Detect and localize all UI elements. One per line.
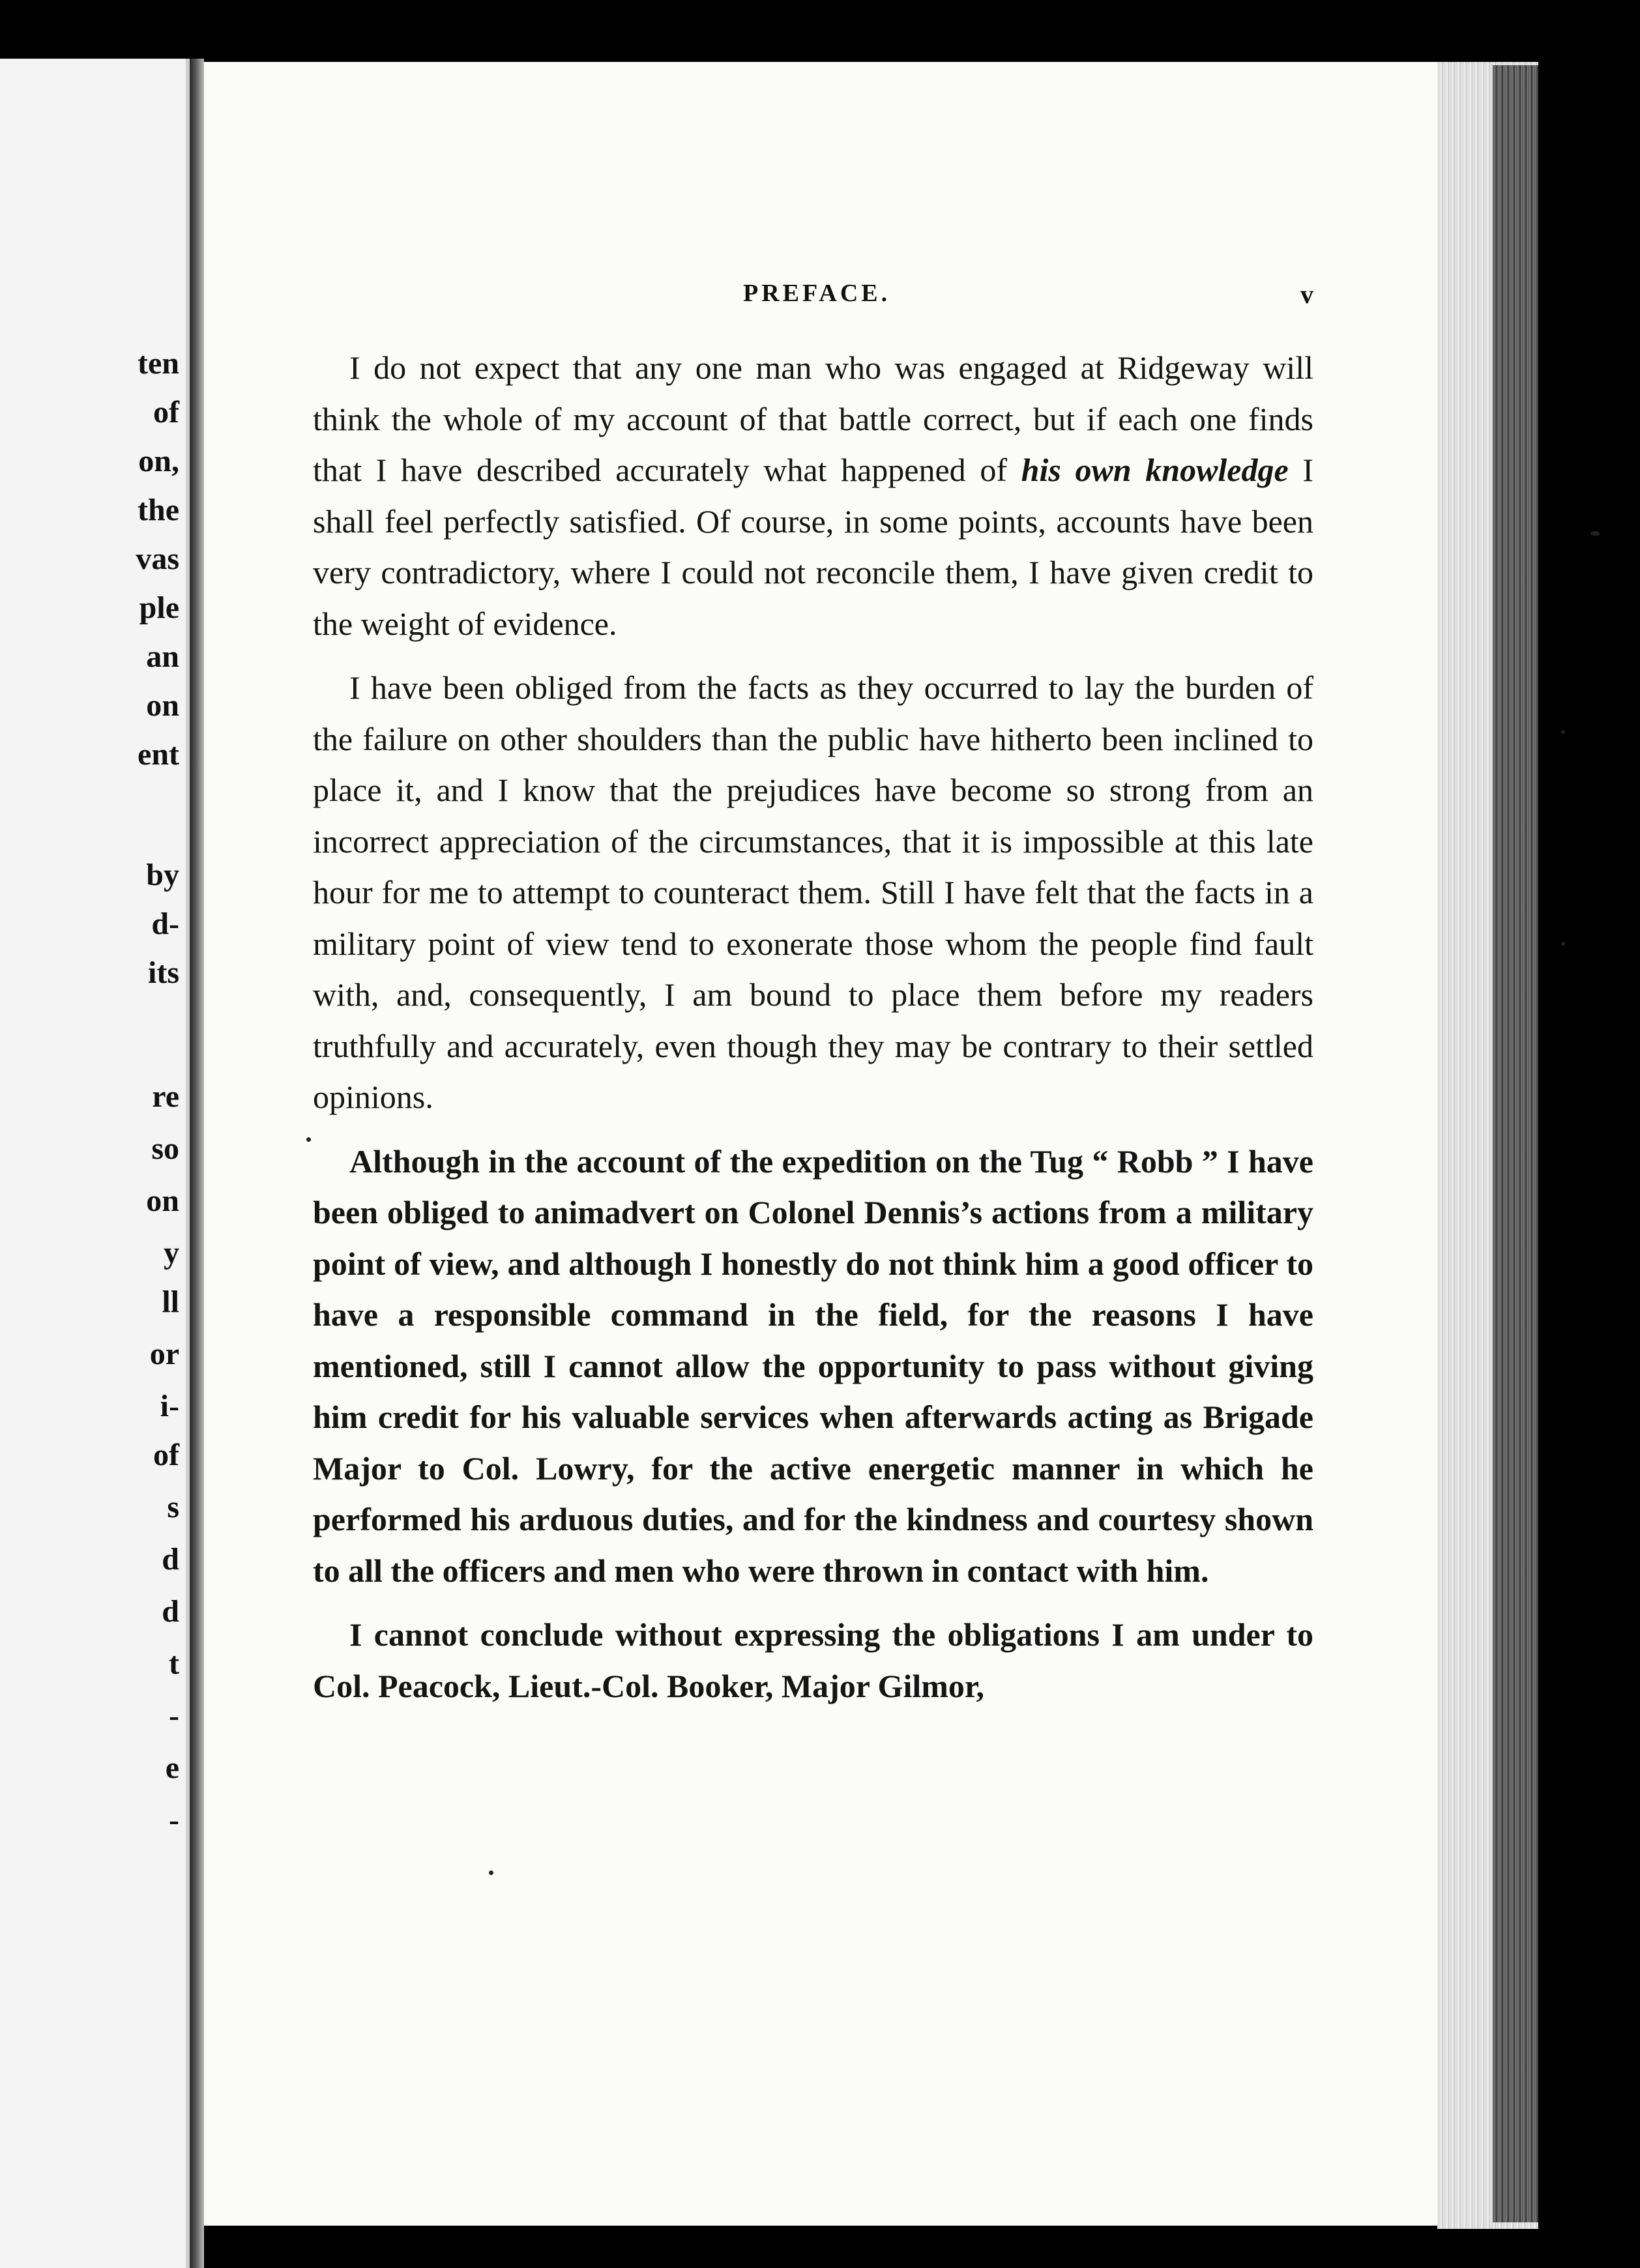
left-fragment: an — [146, 639, 179, 674]
left-fragment: so — [151, 1131, 179, 1166]
left-fragment: re — [152, 1079, 179, 1114]
page-edges-shadow — [1493, 65, 1538, 2222]
left-fragment: d — [162, 1542, 179, 1577]
left-fragment: the — [138, 493, 179, 527]
left-fragment: ent — [138, 737, 179, 772]
paragraph-1-text-b: I shall feel perfectly satisfied. Of course, in some points, accounts have been very contradictory, where I could not reconcile them, I have given credit to the weight of evidence. — [313, 452, 1314, 642]
left-fragment: of — [153, 1438, 179, 1472]
left-facing-page — [0, 59, 190, 2268]
left-fragment: i- — [160, 1389, 179, 1423]
left-fragment: vas — [136, 542, 179, 576]
scan-speck — [306, 1137, 311, 1142]
scan-speck — [1590, 531, 1600, 536]
left-fragment: t — [169, 1646, 179, 1681]
paragraph-3: Although in the account of the expedition on the Tug “ Robb ” I have been obliged to animadvert on Colonel Dennis’s actions from a military point of view, and although I honestly do not think him a good officer to have a responsible command in the field, for the reasons I have mentioned, still I cannot allow the opportunity to pass without giving him credit for his valuable services when afterwards acting as Brigade Major to Col. Lowry, for the active energetic manner in which he performed his arduous duties, and for the kindness and courtesy shown to all the officers and men who were thrown in contact with him. — [313, 1142, 1313, 1589]
left-fragment: y — [164, 1236, 179, 1270]
left-fragment: s — [167, 1490, 179, 1524]
scan-speck — [1561, 942, 1565, 946]
paragraph-1-emphasis: his own knowledge — [1021, 452, 1289, 488]
left-fragment: ll — [162, 1285, 179, 1319]
left-fragment: on, — [138, 444, 179, 478]
left-page-text-fragments — [0, 59, 179, 2268]
left-fragment: ten — [138, 346, 179, 381]
left-fragment: of — [153, 395, 179, 429]
left-fragment: its — [148, 955, 179, 990]
page-number: v — [1300, 280, 1313, 309]
scan-speck — [1561, 730, 1565, 734]
left-fragment: by — [146, 858, 179, 892]
left-fragment: on — [146, 1184, 179, 1218]
left-fragment: d- — [151, 907, 179, 941]
scan-speck — [489, 1870, 493, 1875]
paragraph-1 — [313, 342, 1313, 649]
left-fragment: d — [162, 1594, 179, 1629]
left-fragment: ple — [139, 590, 179, 625]
left-fragment: on — [146, 688, 179, 723]
left-fragment: e — [165, 1751, 179, 1785]
preface-body — [313, 342, 1313, 1724]
book-gutter — [190, 59, 204, 2268]
left-fragment: - — [169, 1698, 179, 1733]
left-fragment: or — [149, 1337, 179, 1371]
paragraph-2: I have been obliged from the facts as they occurred to lay the burden of the failure on other shoulders than the public have hitherto been inclined to place it, and I know that the prejudices have become so strong from an incorrect appreciation of the circumstances, that it is impossible at this late hour for me to attempt to counteract them. Still I have felt that the facts in a military point of view tend to exonerate those whom the people find fault with, and, consequently, I am bound to place them before my readers truthfully and accurately, even though they may be contrary to their settled opinions. — [313, 669, 1313, 1115]
paragraph-4: I cannot conclude without expressing the obligations I am under to Col. Peacock, Lieut.-Col. Booker, Major Gilmor, — [313, 1616, 1313, 1704]
left-fragment: - — [169, 1803, 179, 1837]
running-head: PREFACE. — [743, 280, 891, 307]
paragraph-1-text-a: I do not expect that any one man who was engaged at Ridgeway will think the whole of my account of that battle correct, but if each one finds that I have described accurately what happened of — [313, 349, 1313, 488]
